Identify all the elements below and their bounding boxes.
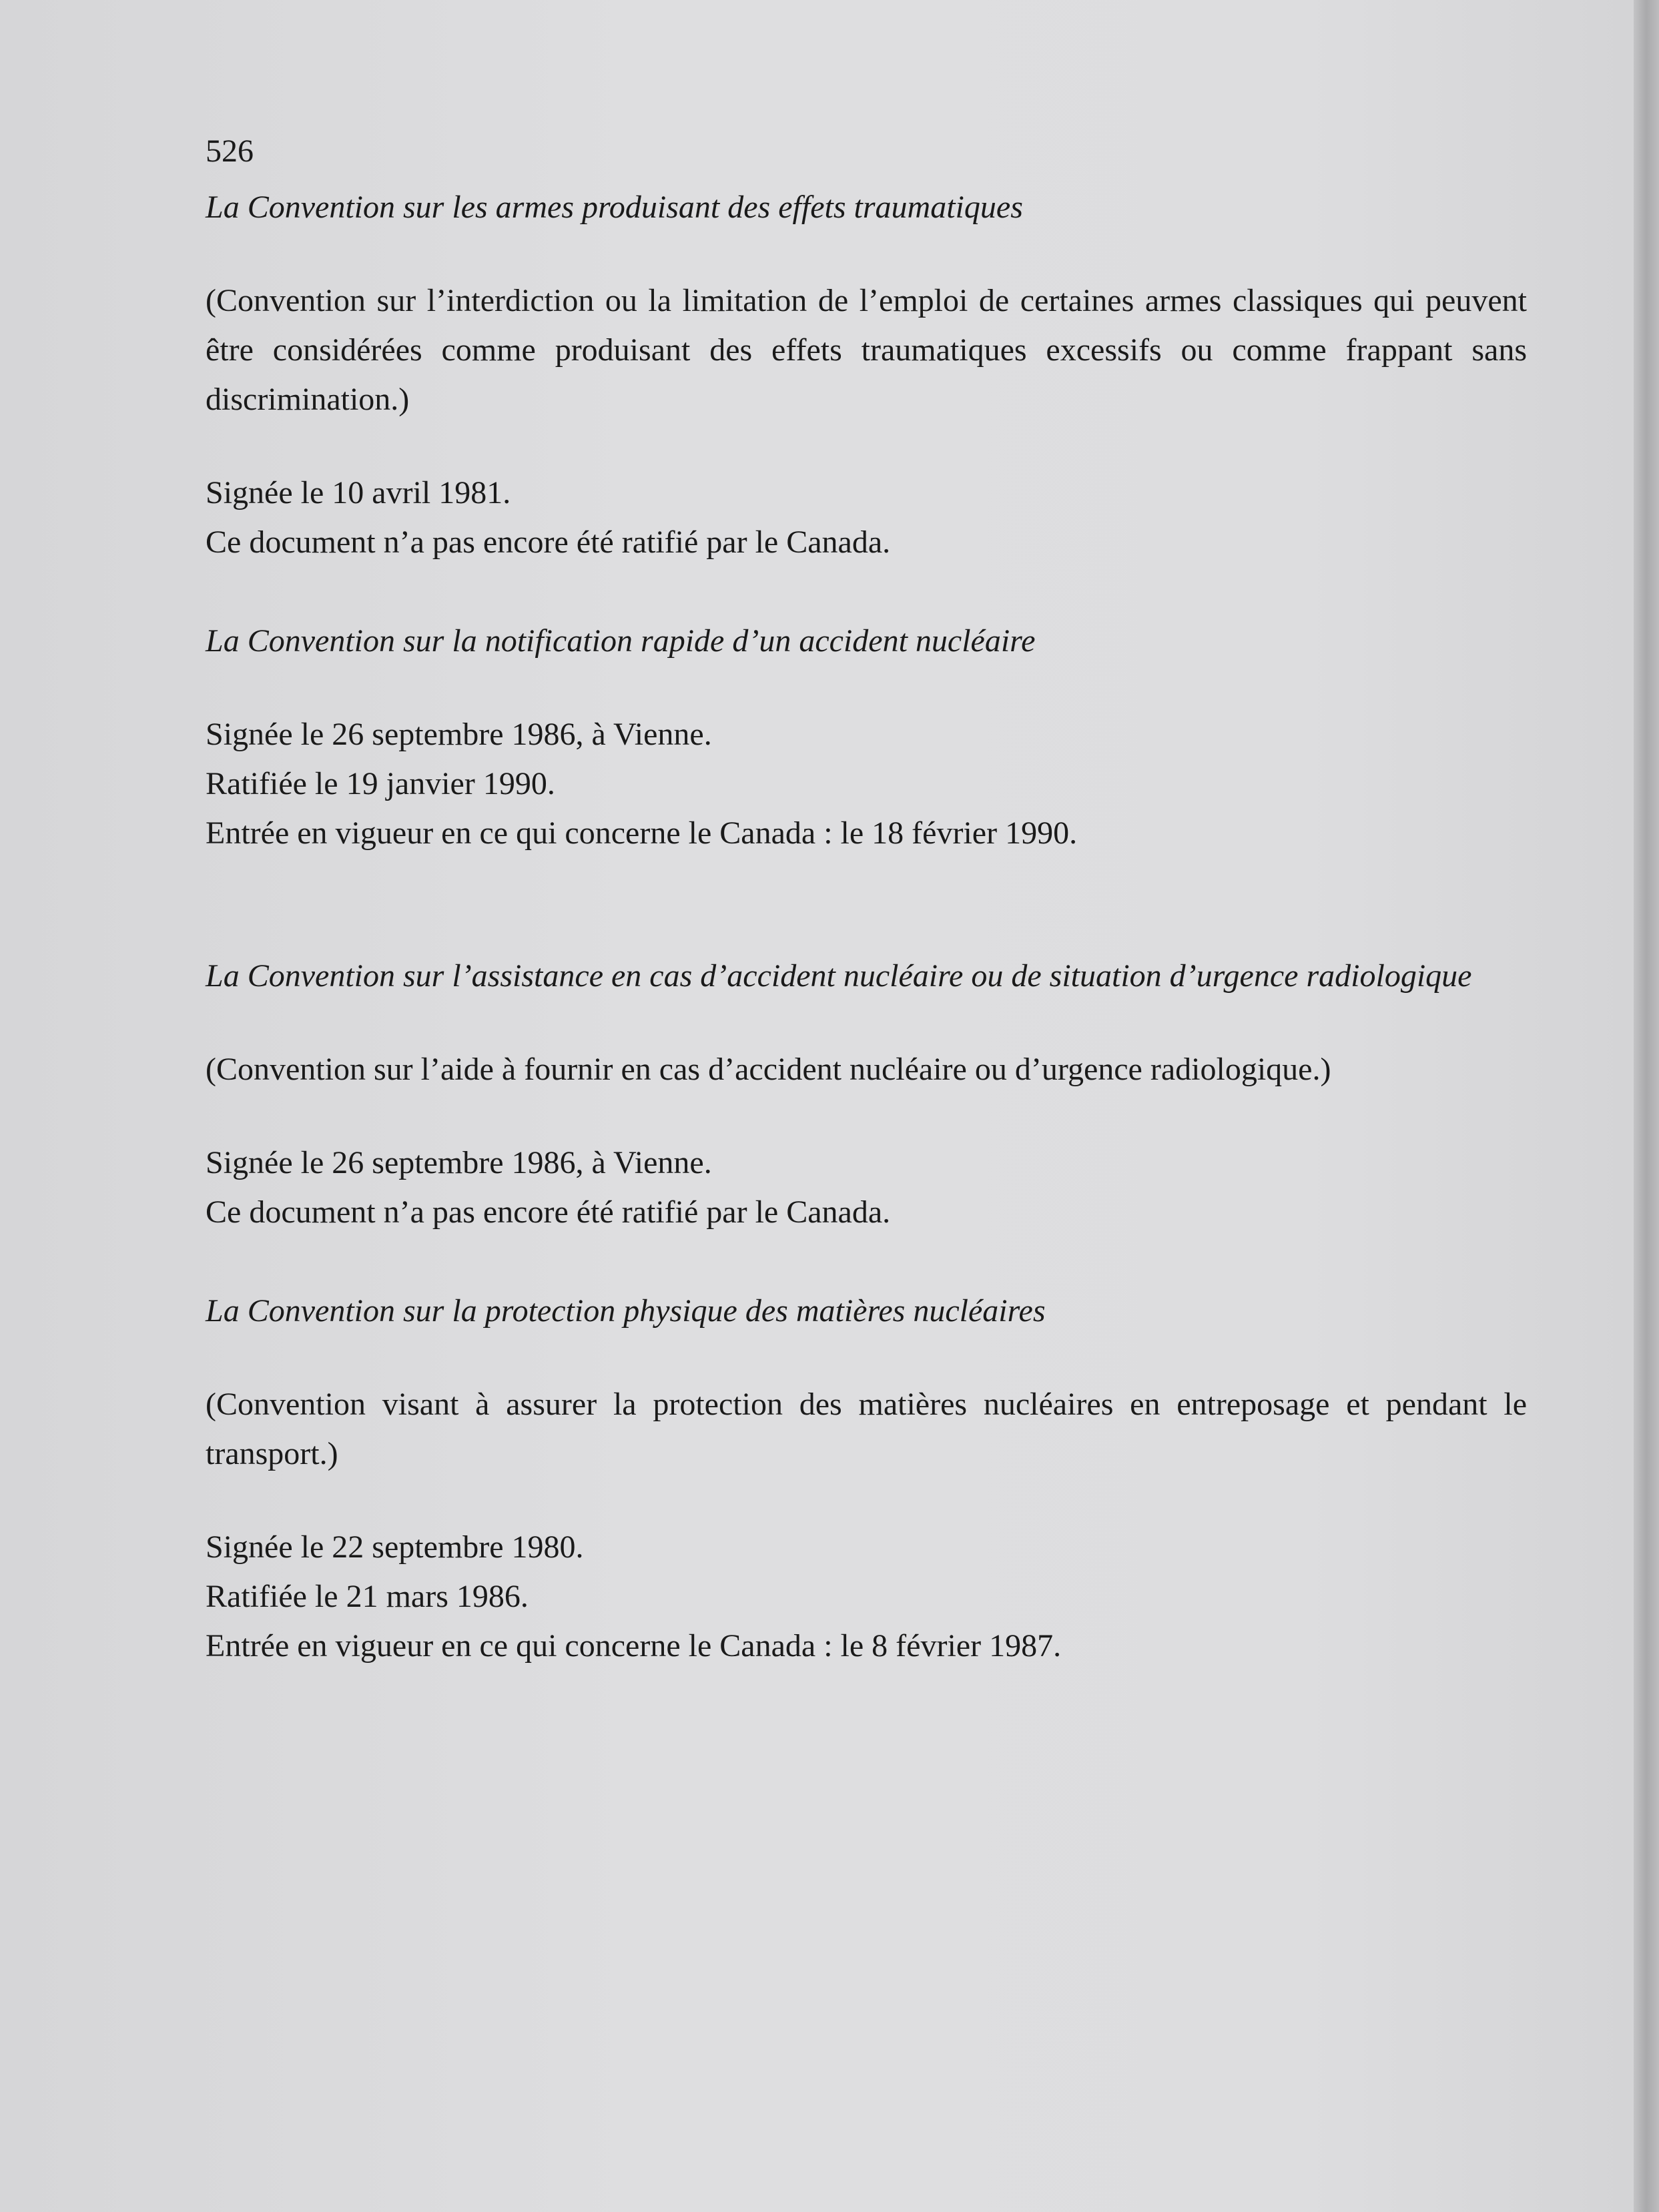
section-detail-line: Signée le 26 septembre 1986, à Vienne. [206,1145,712,1180]
section-physical-protection-nuclear-materials [206,1286,1527,1671]
page-number: 526 [206,133,254,169]
section-description: (Convention visant à assurer la protection des matières nucléaires en entreposage et pendant le transport.) [206,1387,1527,1471]
section-title: La Convention sur les armes produisant des effets traumatiques [206,190,1023,225]
section-title: La Convention sur la protection physique des matières nucléaires [206,1293,1046,1329]
section-nuclear-emergency-assistance [206,952,1527,1237]
section-description: (Convention sur l’interdiction ou la limitation de l’emploi de certaines armes classiques qui peuvent être considérées comme produisant des effets traumatiques excessifs ou comme frappant sans discrimination.) [206,283,1527,417]
section-conventional-weapons [206,183,1527,567]
section-detail-line: Signée le 26 septembre 1986, à Vienne. [206,717,712,752]
page-content [206,127,1527,1671]
section-detail-line: Ce document n’a pas encore été ratifié par le Canada. [206,524,891,560]
section-detail-line: Signée le 22 septembre 1980. [206,1529,584,1565]
section-title: La Convention sur la notification rapide d’un accident nucléaire [206,623,1036,659]
section-description: (Convention sur l’aide à fournir en cas d’accident nucléaire ou d’urgence radiologique.) [206,1052,1331,1087]
section-detail-line: Ratifiée le 19 janvier 1990. [206,766,555,801]
section-title: La Convention sur l’assistance en cas d’accident nucléaire ou de situation d’urgence radiologique [206,958,1472,994]
section-detail-line: Entrée en vigueur en ce qui concerne le Canada : le 8 février 1987. [206,1628,1062,1664]
section-detail-line: Ce document n’a pas encore été ratifié par le Canada. [206,1194,891,1230]
page-spine-shadow [1634,0,1659,2212]
section-detail-line: Entrée en vigueur en ce qui concerne le Canada : le 18 février 1990. [206,815,1078,851]
section-nuclear-accident-notification [206,617,1527,858]
section-detail-line: Ratifiée le 21 mars 1986. [206,1579,529,1614]
section-detail-line: Signée le 10 avril 1981. [206,475,511,510]
